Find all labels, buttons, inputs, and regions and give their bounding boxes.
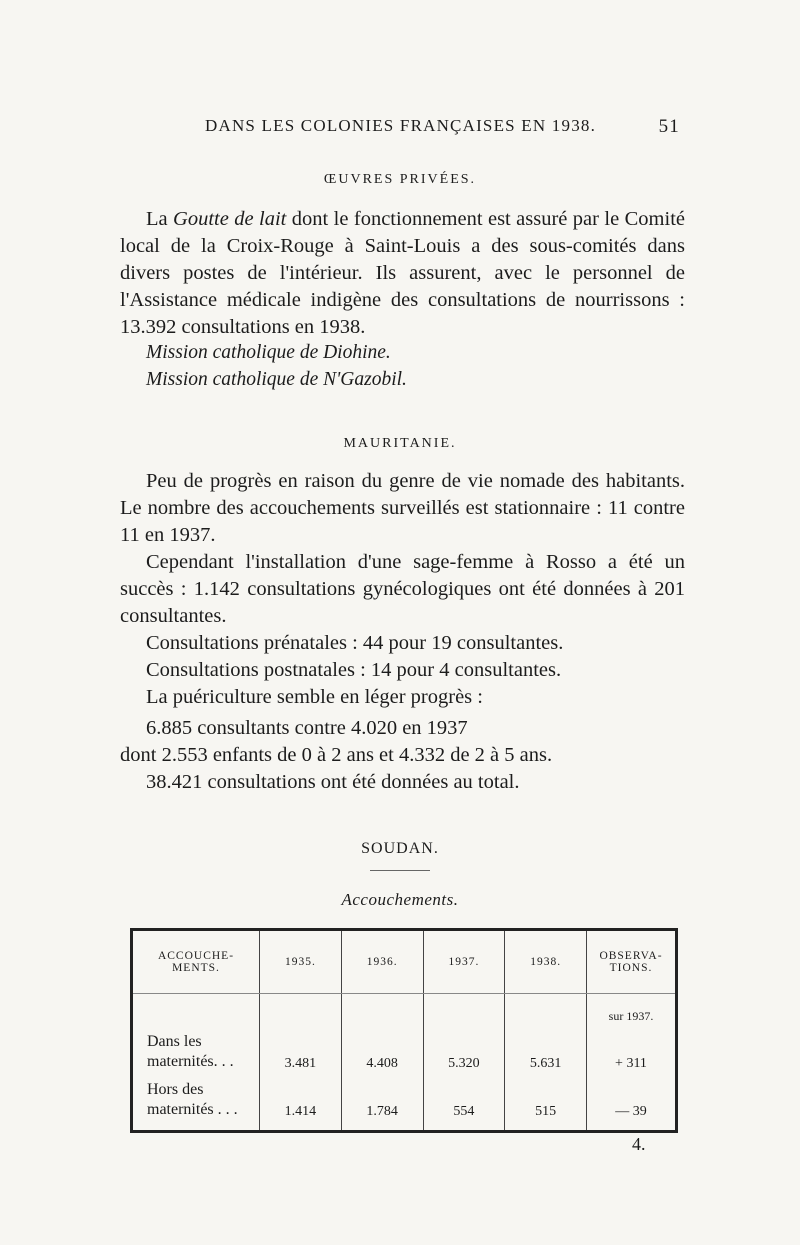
- oeuvres-paragraph-text: dont le fonctionnement est assuré par le Comité local de la Croix-Rouge à Saint-Louis a des sous-comités dans divers postes de l'intérieur. Ils assurent, avec le personnel de l'Assistance médicale indigène des consultations de nourrissons : 13.392 consultations en 1938.: [120, 208, 685, 338]
- mauritanie-text: [120, 468, 685, 796]
- page-number: 51: [658, 116, 680, 137]
- running-title: DANS LES COLONIES FRANÇAISES EN 1938.: [205, 116, 597, 135]
- mauritanie-p8: 38.421 consultations ont été données au total.: [146, 771, 520, 793]
- row-label-hors-maternites: Hors des maternités . . .: [147, 1081, 238, 1118]
- mauritanie-p4: Consultations postnatales : 14 pour 4 consultantes.: [146, 659, 562, 681]
- table-row: [132, 1028, 677, 1076]
- oeuvres-paragraph: [120, 206, 685, 341]
- column-header-1937: 1937.: [423, 930, 505, 994]
- cell-hors-1936: 1.784: [341, 1076, 423, 1132]
- mauritanie-p3: Consultations prénatales : 44 pour 19 consultantes.: [146, 632, 564, 654]
- cell-maternites-1937: 5.320: [423, 1028, 505, 1076]
- mauritanie-p2: Cependant l'installation d'une sage-femme à Rosso a été un succès : 1.142 consultations gynécologiques ont été données à 201 consultantes.: [120, 551, 685, 627]
- cell-hors-1935: 1.414: [260, 1076, 342, 1132]
- oeuvres-lead: La: [146, 208, 174, 230]
- mission-gazobil: Mission catholique de N'Gazobil.: [146, 369, 407, 390]
- accouchements-table: [130, 928, 678, 1133]
- section-heading-oeuvres: ŒUVRES PRIVÉES.: [323, 172, 477, 187]
- section-divider: [370, 870, 430, 871]
- column-header-observations: OBSERVA-TIONS.: [587, 930, 677, 994]
- column-header-1936: 1936.: [341, 930, 423, 994]
- cell-maternites-1935: 3.481: [260, 1028, 342, 1076]
- section-heading-soudan: SOUDAN.: [361, 840, 439, 857]
- column-header-accouchements: ACCOUCHE-MENTS.: [132, 930, 260, 994]
- table-caption: Accouchements.: [341, 890, 459, 909]
- column-header-1938: 1938.: [505, 930, 587, 994]
- mauritanie-p1: Peu de progrès en raison du genre de vie nomade des habitants. Le nombre des accouchements surveillés est stationnaire : 11 contre 11 en 1937.: [120, 470, 685, 546]
- cell-hors-1938: 515: [505, 1076, 587, 1132]
- row-label-maternites: Dans les maternités. . .: [147, 1033, 234, 1070]
- section-heading-mauritanie: MAURITANIE.: [343, 436, 457, 451]
- signature-mark: 4.: [632, 1134, 646, 1154]
- cell-maternites-observation: + 311: [587, 1028, 677, 1076]
- observation-note: sur 1937.: [587, 994, 677, 1029]
- cell-maternites-1936: 4.408: [341, 1028, 423, 1076]
- cell-hors-observation: — 39: [587, 1076, 677, 1132]
- table-header-row: [132, 930, 677, 994]
- table-row: [132, 1076, 677, 1132]
- mauritanie-p7: dont 2.553 enfants de 0 à 2 ans et 4.332 de 2 à 5 ans.: [120, 744, 553, 766]
- mauritanie-p5: La puériculture semble en léger progrès :: [146, 686, 483, 708]
- mission-diohine: Mission catholique de Diohine.: [146, 342, 391, 363]
- column-header-1935: 1935.: [260, 930, 342, 994]
- table-note-row: [132, 994, 677, 1029]
- cell-hors-1937: 554: [423, 1076, 505, 1132]
- mauritanie-p6: 6.885 consultants contre 4.020 en 1937: [146, 717, 468, 739]
- goutte-de-lait-text: Goutte de lait: [173, 208, 287, 230]
- cell-maternites-1938: 5.631: [505, 1028, 587, 1076]
